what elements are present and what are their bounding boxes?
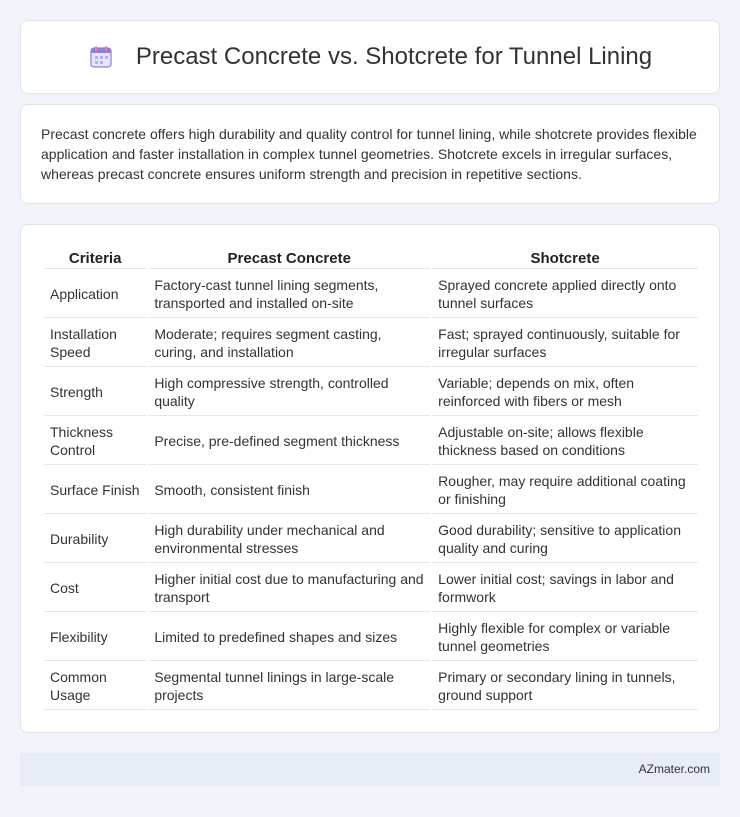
table-row: [44, 369, 698, 416]
table-row: [44, 467, 698, 514]
criteria-cell: Flexibility: [44, 614, 146, 661]
calendar-icon: [88, 44, 114, 70]
criteria-cell: Durability: [44, 516, 146, 563]
shotcrete-cell: Primary or secondary lining in tunnels, ground support: [432, 663, 698, 710]
table-row: [44, 516, 698, 563]
footer: [20, 753, 720, 786]
table-row: [44, 271, 698, 318]
shotcrete-cell: Variable; depends on mix, often reinforced with fibers or mesh: [432, 369, 698, 416]
criteria-cell: Common Usage: [44, 663, 146, 710]
criteria-cell: Thickness Control: [44, 418, 146, 465]
table-row: [44, 614, 698, 661]
table-header-row: [44, 247, 698, 269]
criteria-cell: Installation Speed: [44, 320, 146, 367]
shotcrete-cell: Sprayed concrete applied directly onto tunnel surfaces: [432, 271, 698, 318]
footer-brand[interactable]: AZmater.com: [638, 762, 710, 776]
precast-cell: Limited to predefined shapes and sizes: [148, 614, 430, 661]
shotcrete-cell: Fast; sprayed continuously, suitable for irregular surfaces: [432, 320, 698, 367]
precast-cell: Precise, pre-defined segment thickness: [148, 418, 430, 465]
title-card: [20, 20, 720, 94]
shotcrete-cell: Good durability; sensitive to application quality and curing: [432, 516, 698, 563]
shotcrete-cell: Rougher, may require additional coating or finishing: [432, 467, 698, 514]
criteria-cell: Application: [44, 271, 146, 318]
table-row: [44, 663, 698, 710]
precast-cell: Moderate; requires segment casting, curing, and installation: [148, 320, 430, 367]
table-row: [44, 418, 698, 465]
precast-cell: High compressive strength, controlled quality: [148, 369, 430, 416]
precast-cell: Segmental tunnel linings in large-scale projects: [148, 663, 430, 710]
comparison-table: [42, 245, 700, 712]
header-shotcrete: Shotcrete: [432, 247, 698, 269]
precast-cell: Factory-cast tunnel lining segments, transported and installed on-site: [148, 271, 430, 318]
criteria-cell: Cost: [44, 565, 146, 612]
comparison-table-card: [20, 224, 720, 733]
table-row: [44, 320, 698, 367]
page-title: [88, 43, 652, 71]
shotcrete-cell: Adjustable on-site; allows flexible thickness based on conditions: [432, 418, 698, 465]
precast-cell: Smooth, consistent finish: [148, 467, 430, 514]
page-title-text: Precast Concrete vs. Shotcrete for Tunnel Lining: [135, 43, 653, 70]
header-precast: Precast Concrete: [148, 247, 430, 269]
shotcrete-cell: Highly flexible for complex or variable tunnel geometries: [432, 614, 698, 661]
header-criteria: Criteria: [44, 247, 146, 269]
summary-text: Precast concrete offers high durability and quality control for tunnel lining, while shotcrete provides flexible application and faster installation in complex tunnel geometries. Shotcrete excels in irregular surfaces, whereas precast concrete ensures uniform strength and precision in repetitive sections.: [41, 126, 697, 182]
shotcrete-cell: Lower initial cost; savings in labor and formwork: [432, 565, 698, 612]
summary-card: [20, 104, 720, 204]
criteria-cell: Surface Finish: [44, 467, 146, 514]
precast-cell: High durability under mechanical and environmental stresses: [148, 516, 430, 563]
table-row: [44, 565, 698, 612]
criteria-cell: Strength: [44, 369, 146, 416]
precast-cell: Higher initial cost due to manufacturing and transport: [148, 565, 430, 612]
